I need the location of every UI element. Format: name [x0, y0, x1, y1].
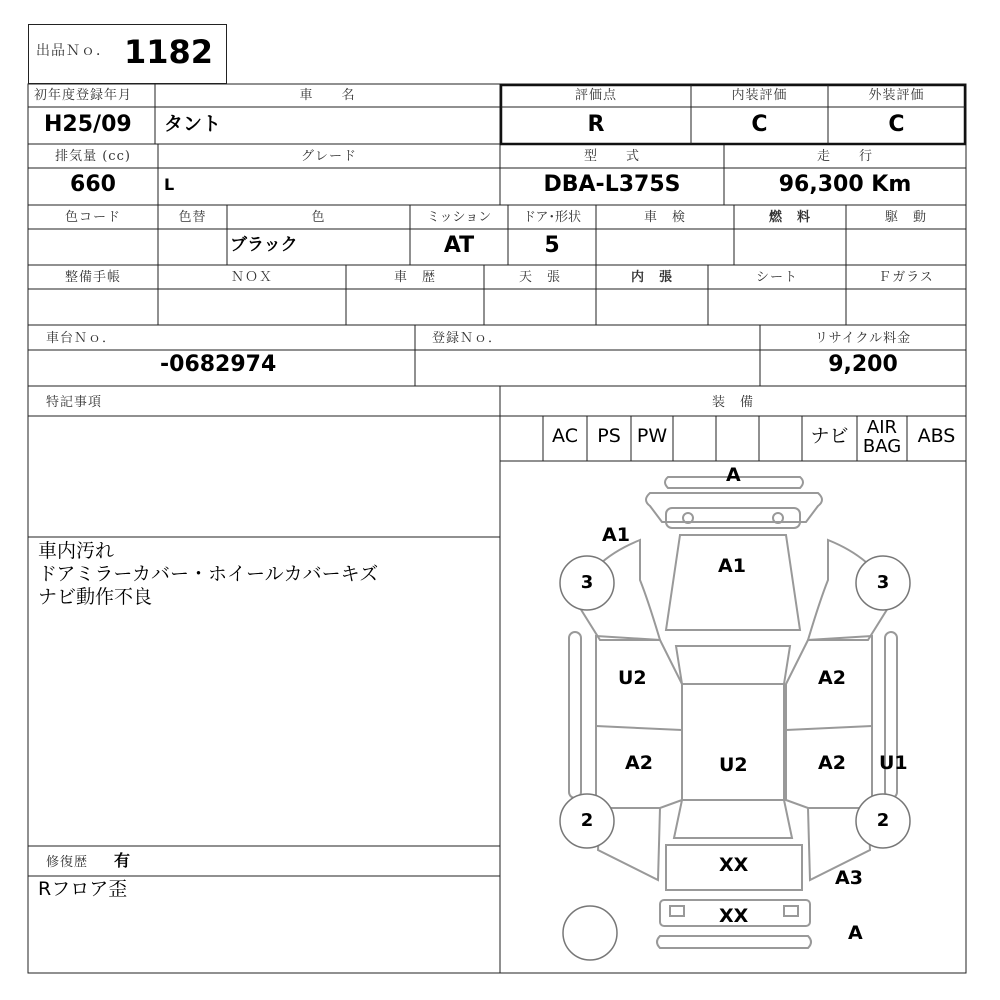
lot-number-label: 出品Ｎｏ．	[36, 43, 111, 59]
spare-tire-circle	[563, 906, 617, 960]
mark-front-left-fender: A1	[602, 524, 630, 546]
recycle-fee-label: リサイクル料金	[814, 331, 912, 346]
roof-lines	[682, 684, 784, 800]
color-value: ブラック	[230, 235, 298, 255]
mark-rear-window: XX	[719, 854, 749, 876]
mark-tire-rear-left: 2	[580, 810, 594, 831]
equipment-item-3: PW	[636, 425, 668, 447]
mileage-label: 走 行	[816, 149, 873, 164]
mark-roof: U2	[719, 754, 748, 776]
mark-rear-bumper-right: A	[848, 922, 863, 944]
maintenance-record-label: 整備手帳	[64, 270, 121, 285]
car-name-label: 車 名	[299, 88, 356, 103]
headlamp-bar	[666, 508, 800, 528]
car-name-value: タント	[164, 113, 222, 135]
exterior-score-label: 外装評価	[868, 88, 925, 103]
mark-tire-front-right: 3	[876, 572, 890, 593]
special-notes-label: 特記事項	[46, 395, 103, 410]
recycle-fee-value: 9,200	[828, 352, 898, 377]
sunroof-label: 天 張	[518, 270, 561, 285]
right-doors-shape	[786, 636, 872, 808]
front-glass-label: Ｆガラス	[878, 270, 934, 285]
transmission-value: AT	[443, 233, 475, 258]
color-label: 色	[311, 210, 326, 225]
windshield-shape	[666, 535, 800, 630]
exterior-score-value: C	[888, 112, 905, 137]
first-registration-value: H25/09	[44, 112, 132, 137]
rear-bumper-lower	[657, 936, 811, 948]
roof-shape	[674, 646, 792, 838]
chassis-number-value: -0682974	[160, 352, 277, 377]
mark-tire-front-left: 3	[580, 572, 594, 593]
registration-number-label: 登録Ｎｏ．	[432, 331, 503, 346]
rear-lamp-right	[784, 906, 798, 916]
model-label: 型 式	[583, 149, 640, 164]
equipment-item-9: ABS	[917, 425, 956, 447]
fuel-label: 燃 料	[768, 210, 811, 225]
grade-label: グレード	[300, 149, 357, 164]
mark-rear-right-quarter: A3	[835, 867, 863, 889]
rear-lamp-left	[670, 906, 684, 916]
displacement-label: 排気量 (cc)	[55, 149, 131, 164]
mark-rear-right-pillar: U1	[879, 752, 908, 774]
chassis-number-label: 車台Ｎｏ．	[46, 331, 117, 346]
doors-value: 5	[544, 233, 560, 258]
model-value: DBA-L375S	[543, 172, 681, 197]
mark-windshield: A1	[718, 555, 746, 577]
lot-number-value: 1182	[124, 33, 214, 71]
mark-rear-right-door: A2	[818, 752, 846, 774]
inspection-label: 車 検	[643, 210, 686, 225]
interior-score-value: C	[751, 112, 768, 137]
left-sill	[569, 632, 581, 798]
drive-label: 駆 動	[884, 210, 927, 225]
headliner-label: 内 張	[630, 270, 673, 285]
repair-history-label: 修復歴	[46, 855, 89, 870]
score-label: 評価点	[574, 88, 617, 103]
special-notes-text: 車内汚れ ドアミラーカバー・ホイールカバーキズ ナビ動作不良	[38, 540, 379, 608]
mark-front-right-door: A2	[818, 667, 846, 689]
right-door-divider	[786, 726, 872, 730]
equipment-item-8: AIR BAG	[862, 417, 902, 457]
displacement-value: 660	[70, 172, 116, 197]
mark-front-left-door: U2	[618, 667, 647, 689]
repaint-label: 色替	[178, 210, 207, 225]
grade-value: L	[164, 175, 175, 194]
left-door-divider	[596, 726, 682, 730]
mileage-value: 96,300 Km	[778, 172, 912, 197]
transmission-label: ミッション	[426, 210, 492, 225]
equipment-label: 装 備	[711, 395, 754, 410]
first-registration-label: 初年度登録年月	[34, 88, 133, 103]
left-doors-shape	[596, 636, 682, 808]
mark-rear-left-door: A2	[625, 752, 653, 774]
mark-tire-rear-right: 2	[876, 810, 890, 831]
mark-front-bumper: A	[726, 464, 741, 486]
interior-score-label: 内装評価	[731, 88, 788, 103]
vehicle-history-label: 車 歴	[393, 270, 436, 285]
mark-rear-bumper: XX	[719, 905, 749, 927]
nox-label: ＮＯＸ	[230, 270, 273, 285]
equipment-item-7: ナビ	[810, 425, 849, 447]
repair-history-text: Rフロア歪	[38, 878, 128, 900]
color-code-label: 色コード	[64, 210, 121, 225]
repair-history-value: 有	[114, 851, 131, 870]
equipment-item-2: PS	[597, 425, 621, 447]
score-value: R	[587, 112, 605, 137]
equipment-item-1: AC	[552, 425, 578, 447]
doors-label: ドア･形状	[522, 210, 582, 225]
seat-label: シート	[755, 270, 798, 285]
